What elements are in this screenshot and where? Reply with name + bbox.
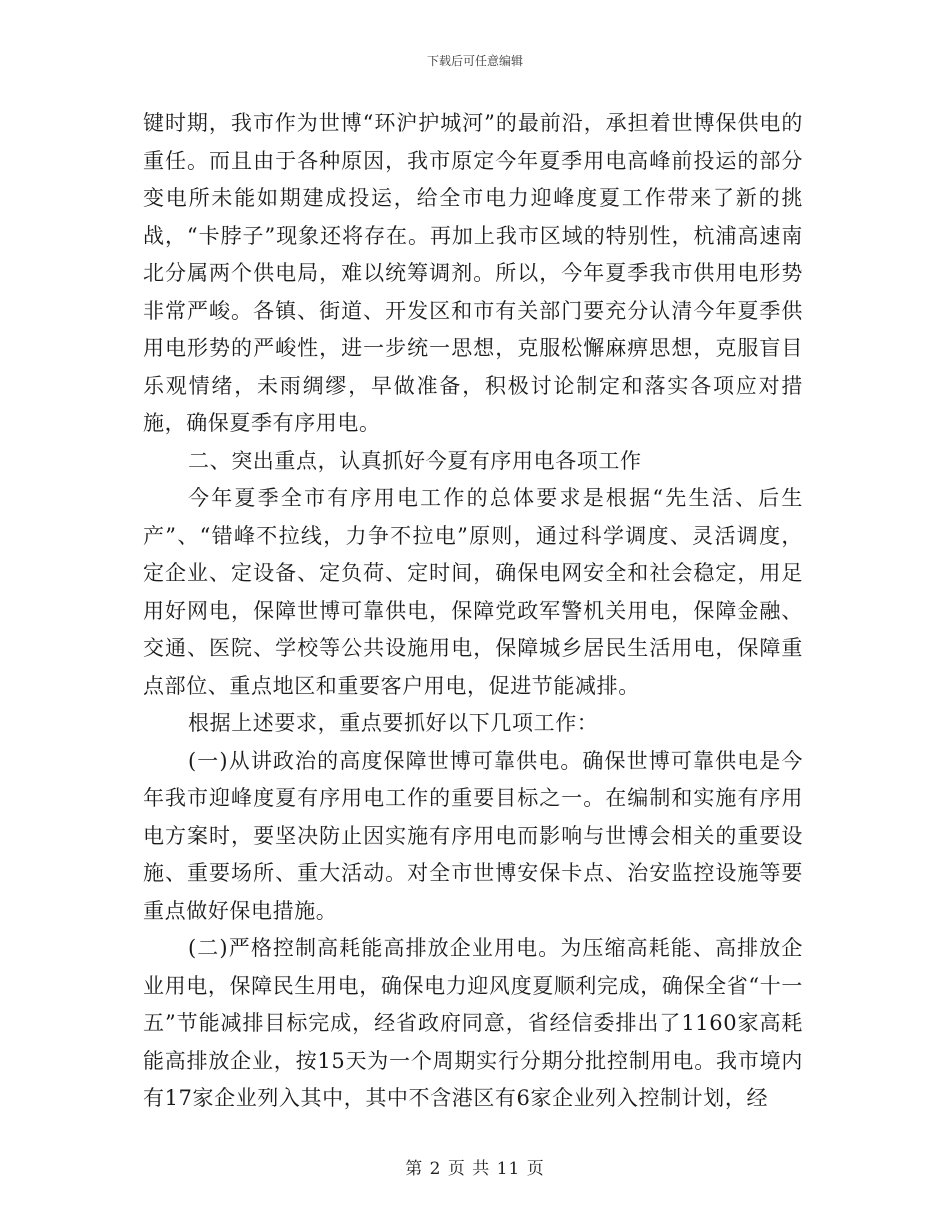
page-header-note: 下载后可任意编辑 <box>426 54 523 68</box>
paragraph-item-2: (二)严格控制高耗能高排放企业用电。为压缩高耗能、高排放企业用电，保障民生用电，确保电力迎风度夏顺利完成，确保全省“十一五”节能减排目标完成，经省政府同意，省经信委排出了1160家高耗能高排放企业，按15天为一个周期实行分期分批控制用电。我市境内有17家企业列入其中，其中不含港区有6家企业列入控制计划，经 <box>143 936 803 1110</box>
section-heading: 二、突出重点，认真抓好今夏有序用电各项工作 <box>188 448 642 473</box>
page-number: 第 2 页 共 11 页 <box>405 1159 545 1179</box>
document-body <box>143 105 803 1118</box>
paragraph-continuation: 键时期，我市作为世博“环沪护城河”的最前沿，承担着世博保供电的重任。而且由于各种原因，我市原定今年夏季用电高峰前投运的部分变电所未能如期建成投运，给全市电力迎峰度夏工作带来了新的挑战，“卡脖子”现象还将存在。再加上我市区域的特别性，杭浦高速南北分属两个供电局，难以统筹调剂。所以，今年夏季我市供用电形势非常严峻。各镇、街道、开发区和市有关部门要充分认清今年夏季供用电形势的严峻性，进一步统一思想，克服松懈麻痹思想，克服盲目乐观情绪，未雨绸缪，早做准备，积极讨论制定和落实各项应对措施，确保夏季有序用电。 <box>143 111 803 435</box>
paragraph-item-1: (一)从讲政治的高度保障世博可靠供电。确保世博可靠供电是今年我市迎峰度夏有序用电工作的重要目标之一。在编制和实施有序用电方案时，要坚决防止因实施有序用电而影响与世博会相关的重要设施、重要场所、重大活动。对全市世博安保卡点、治安监控设施等要重点做好保电措施。 <box>143 748 803 923</box>
paragraph-general-requirements: 今年夏季全市有序用电工作的总体要求是根据“先生活、后生产”、“错峰不拉线，力争不拉电”原则，通过科学调度、灵活调度，定企业、定设备、定负荷、定时间，确保电网安全和社会稳定，用足用好网电，保障世博可靠供电，保障党政军警机关用电，保障金融、交通、医院、学校等公共设施用电，保障城乡居民生活用电，保障重点部位、重点地区和重要客户用电，促进节能减排。 <box>143 486 803 698</box>
paragraph-key-tasks-intro: 根据上述要求，重点要抓好以下几项工作： <box>188 711 599 735</box>
